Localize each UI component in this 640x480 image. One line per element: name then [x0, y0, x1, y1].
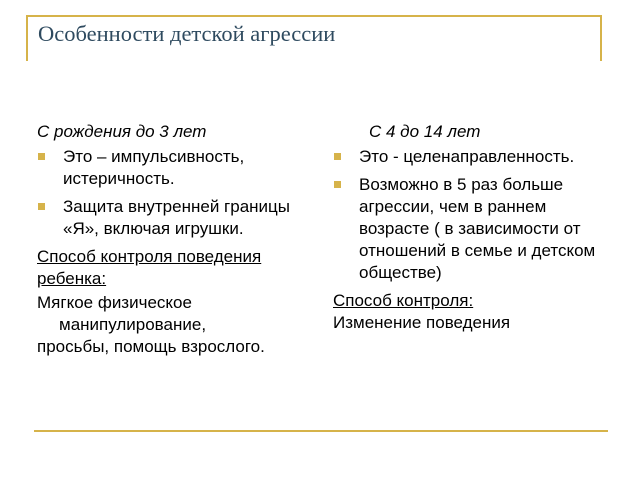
bottom-divider-line	[34, 430, 608, 432]
title-frame-left-line	[26, 15, 28, 61]
left-column-heading: С рождения до 3 лет	[37, 122, 207, 141]
left-bullet-list	[37, 146, 312, 240]
left-control-label: Способ контроля поведения ребенка:	[37, 247, 262, 288]
right-column-heading: С 4 до 14 лет	[369, 122, 481, 141]
bullet-text: Это – импульсивность, истеричность.	[63, 147, 245, 188]
square-bullet-icon	[334, 181, 341, 188]
list-item	[37, 146, 312, 190]
right-column	[333, 121, 613, 334]
bullet-text: Защита внутренней границы «Я», включая игрушки.	[63, 197, 290, 238]
list-item	[37, 196, 312, 240]
list-item	[333, 146, 613, 168]
right-control-text: Изменение поведения	[333, 313, 511, 332]
square-bullet-icon	[38, 203, 45, 210]
title-frame-top-line	[26, 15, 602, 17]
left-control-text-continued: просьбы, помощь взрослого.	[37, 337, 265, 356]
left-control-text: Мягкое физическое манипулирование,	[37, 293, 207, 334]
bullet-text: Это - целенаправленность.	[359, 147, 575, 166]
slide-title: Особенности детской агрессии	[38, 21, 336, 46]
title-frame-right-line	[600, 15, 602, 61]
list-item	[333, 174, 613, 284]
left-column	[37, 121, 312, 358]
right-control-label: Способ контроля:	[333, 291, 474, 310]
square-bullet-icon	[334, 153, 341, 160]
bullet-text: Возможно в 5 раз больше агрессии, чем в раннем возрасте ( в зависимости от отношений в семье и детском обществе)	[359, 175, 596, 282]
right-bullet-list	[333, 146, 613, 284]
square-bullet-icon	[38, 153, 45, 160]
